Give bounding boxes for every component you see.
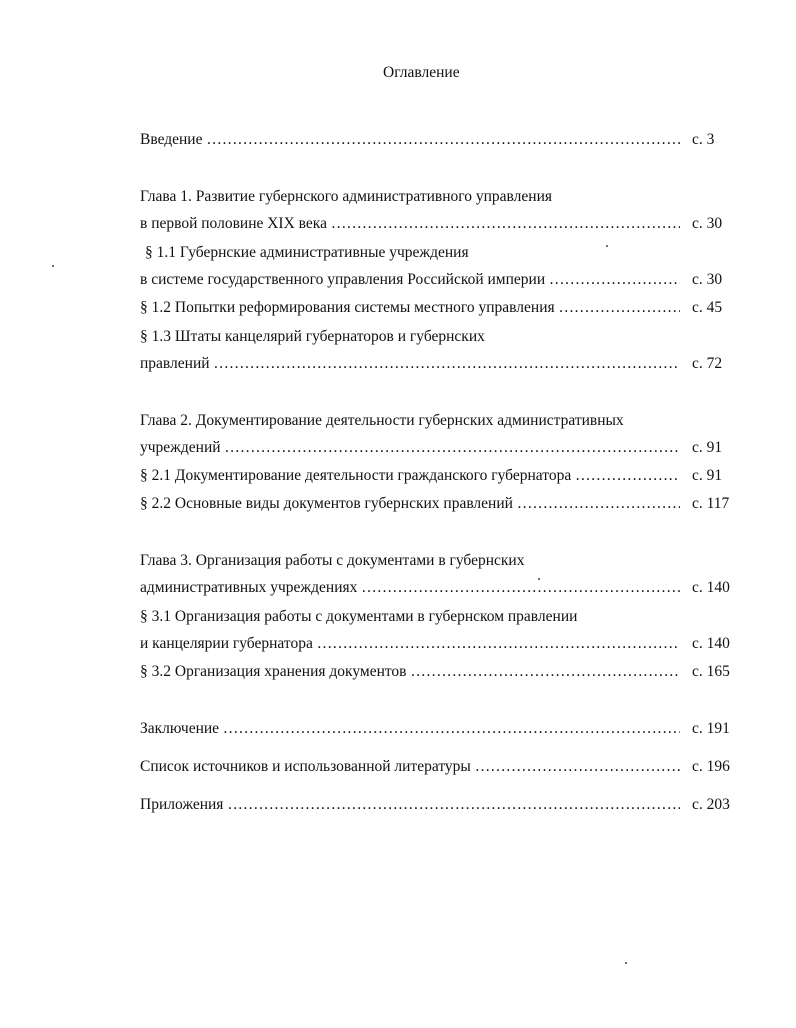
- toc-entry: учреждений ……………………………………………………………………………………………………………………………………………………: [140, 438, 680, 458]
- toc-page-number: с. 165: [692, 663, 730, 680]
- scan-speck: [52, 265, 54, 267]
- scan-speck: [625, 962, 627, 964]
- toc-page-number: с. 191: [692, 720, 730, 737]
- toc-page-number: с. 91: [692, 467, 723, 484]
- toc-entry-conclusion: Заключение ……………………………………………………………………………………………………………………………………………………: [140, 719, 680, 739]
- toc-section-heading: § 1.1 Губернские административные учреждения: [145, 244, 469, 261]
- toc-page-number: с. 91: [692, 439, 723, 456]
- toc-entry: правлений ……………………………………………………………………………………………………………………………………………………: [140, 354, 680, 374]
- toc-page-number: с. 140: [692, 579, 730, 596]
- toc-page-number: с. 140: [692, 635, 730, 652]
- toc-page-number: с. 203: [692, 796, 730, 813]
- toc-page-number: с. 3: [692, 131, 715, 148]
- toc-section-heading: § 3.1 Организация работы с документами в губернском правлении: [140, 608, 578, 625]
- page-title: Оглавление: [383, 64, 460, 81]
- scan-speck: [538, 578, 540, 580]
- toc-entry: административных учреждениях ……………………………………………………………………………………………………………………………………………………: [140, 578, 680, 598]
- scan-speck: [606, 245, 608, 247]
- toc-chapter-heading: Глава 2. Документирование деятельности губернских административных: [140, 412, 624, 429]
- toc-entry: в системе государственного управления Российской империи ……………………………………………………………………………………………………………………………………………………: [140, 270, 680, 290]
- toc-page-number: с. 117: [692, 495, 730, 512]
- toc-page-number: с. 30: [692, 215, 723, 232]
- toc-section-heading: § 1.3 Штаты канцелярий губернаторов и губернских: [140, 328, 485, 345]
- toc-page-number: с. 45: [692, 299, 723, 316]
- toc-chapter-heading: Глава 3. Организация работы с документами в губернских: [140, 552, 525, 569]
- toc-entry-bibliography: Список источников и использованной литературы ……………………………………………………………………………………………………………………………………………………: [140, 757, 680, 777]
- toc-entry: в первой половине XIX века ……………………………………………………………………………………………………………………………………………………: [140, 214, 680, 234]
- toc-chapter-heading: Глава 1. Развитие губернского административного управления: [140, 188, 552, 205]
- toc-entry-introduction: Введение ……………………………………………………………………………………………………………………………………………………: [140, 130, 680, 150]
- toc-entry: и канцелярии губернатора ……………………………………………………………………………………………………………………………………………………: [140, 634, 680, 654]
- toc-entry-appendices: Приложения ……………………………………………………………………………………………………………………………………………………: [140, 795, 680, 815]
- toc-entry: § 2.2 Основные виды документов губернских правлений ……………………………………………………………………………………………………………………………………………………: [140, 494, 680, 514]
- toc-entry: § 1.2 Попытки реформирования системы местного управления ……………………………………………………………………………………………………………………………………………………: [140, 298, 680, 318]
- toc-page-number: с. 72: [692, 355, 723, 372]
- toc-page-number: с. 196: [692, 758, 730, 775]
- toc-entry: § 2.1 Документирование деятельности гражданского губернатора ……………………………………………………………………………………………………………………………………………………: [140, 466, 680, 486]
- toc-page-number: с. 30: [692, 271, 723, 288]
- toc-entry: § 3.2 Организация хранения документов ……………………………………………………………………………………………………………………………………………………: [140, 662, 680, 682]
